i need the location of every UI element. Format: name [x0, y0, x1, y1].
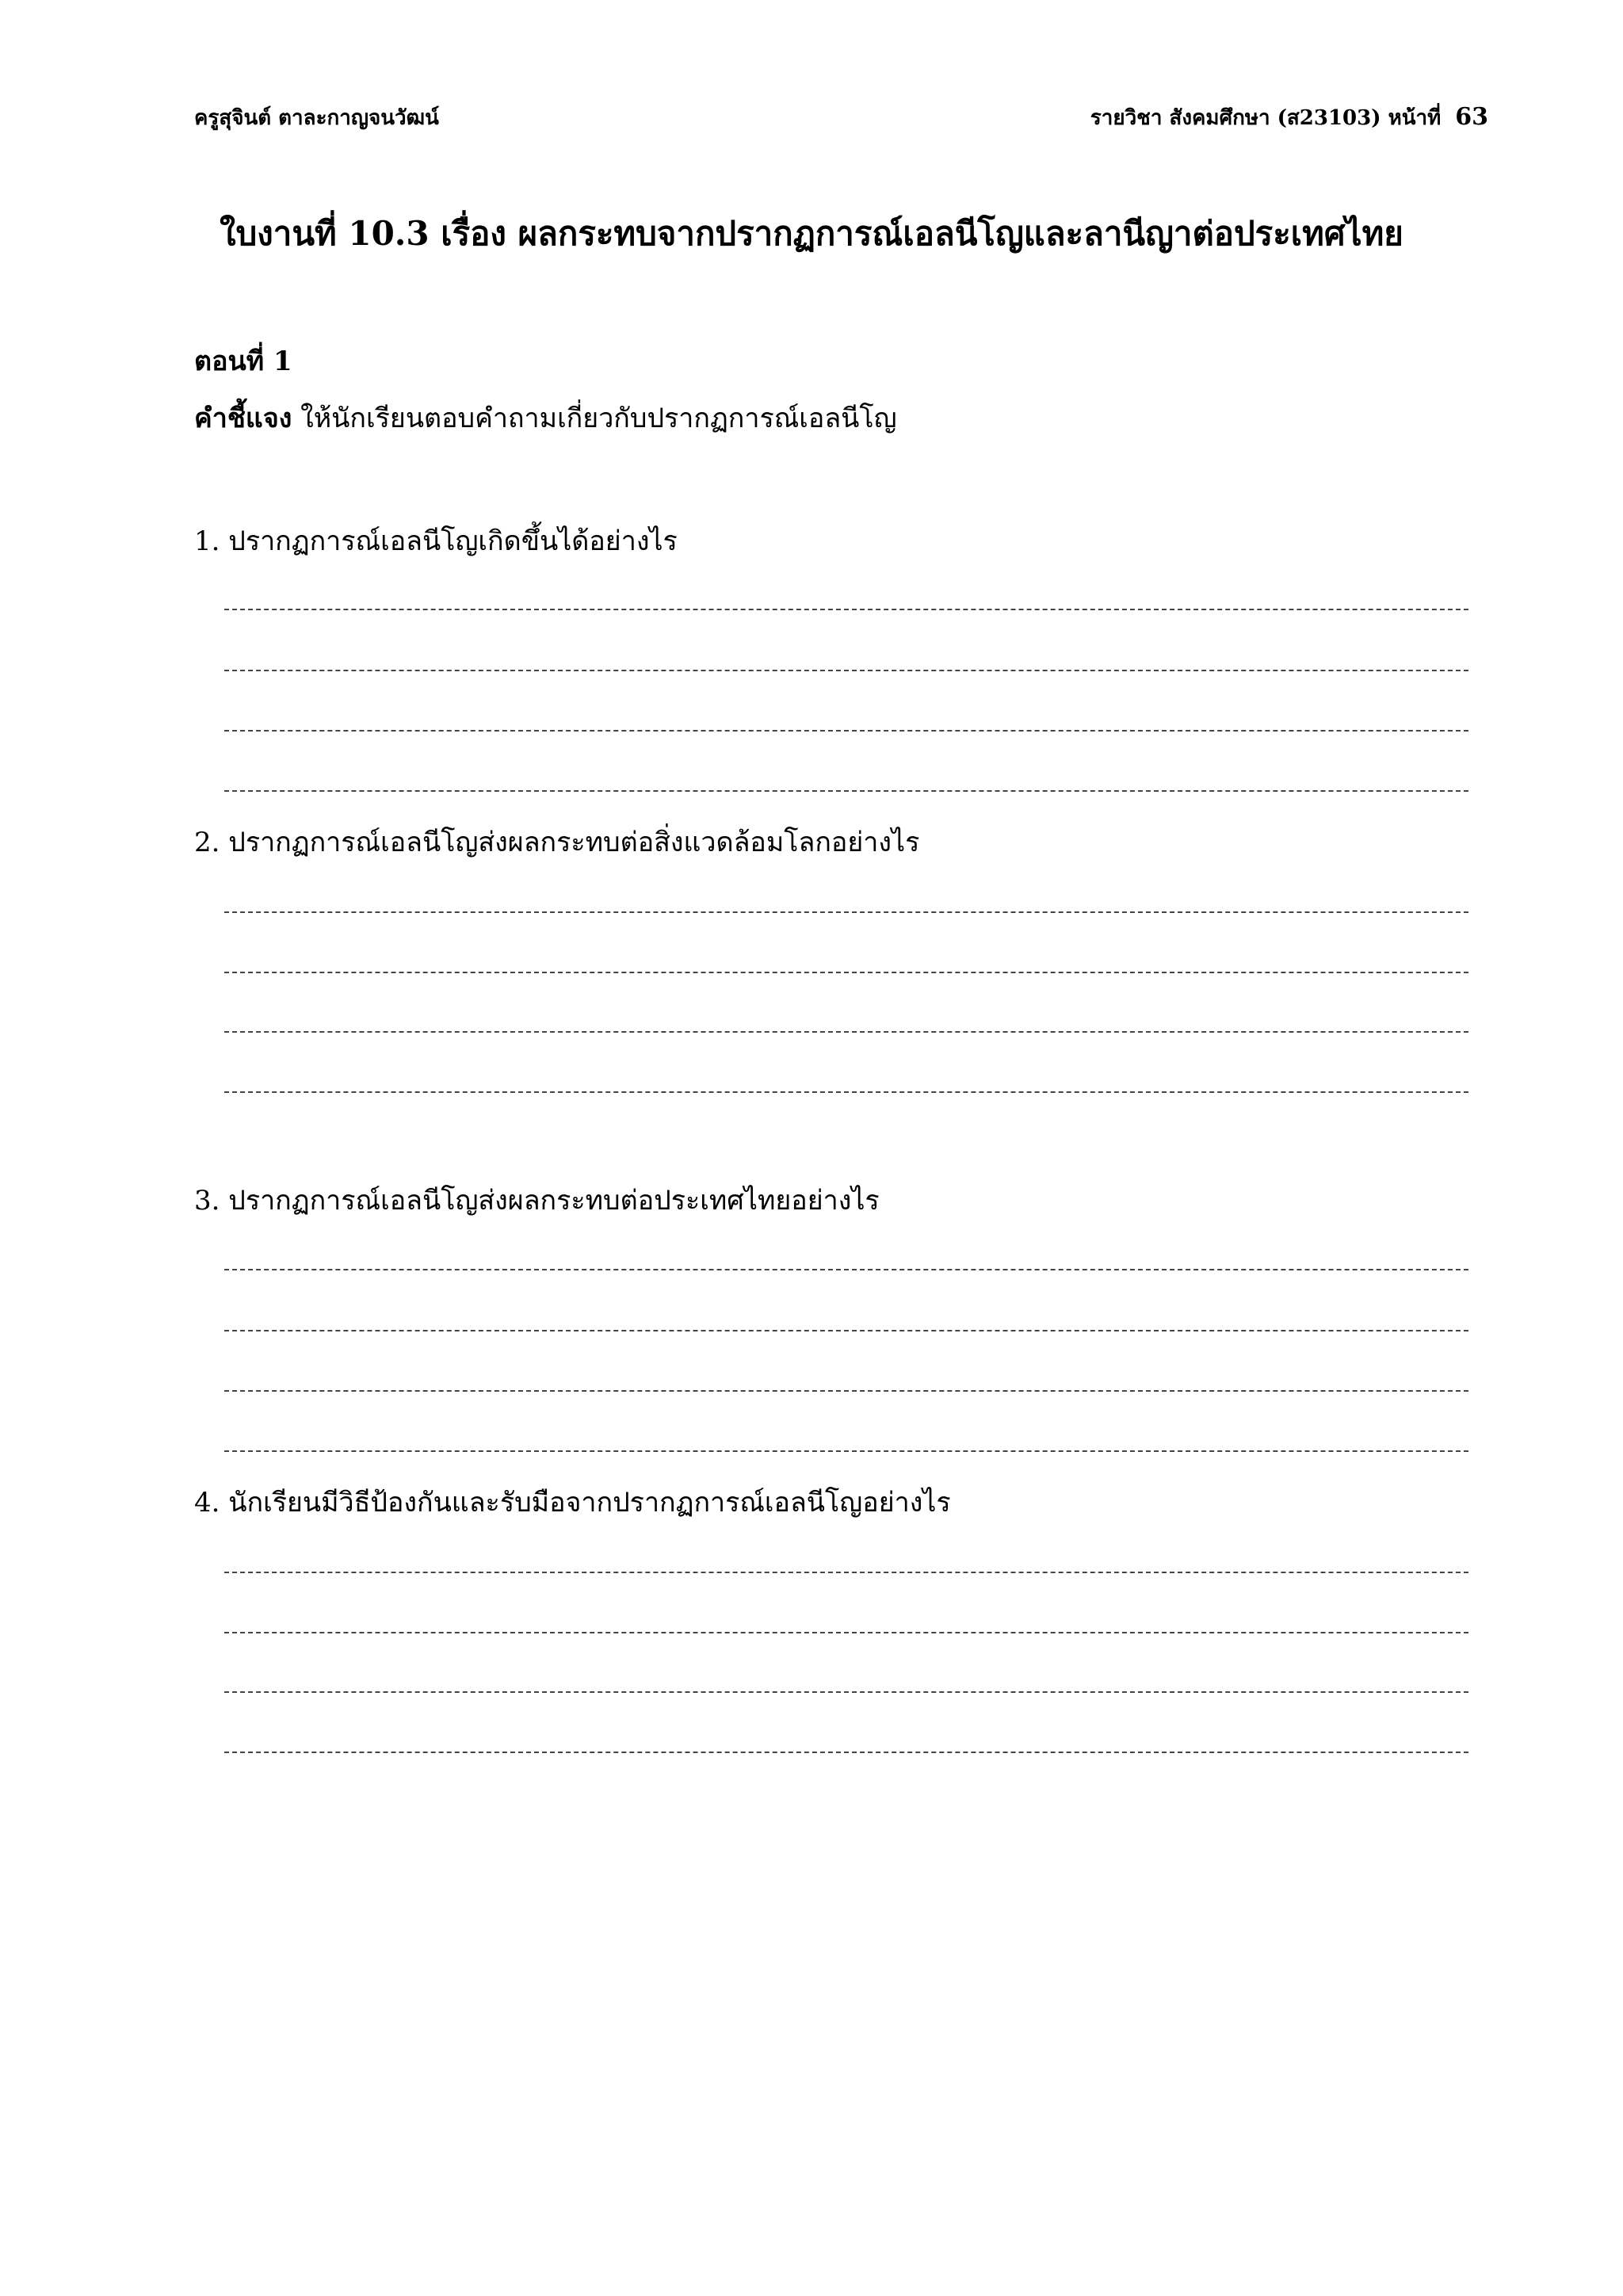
- answer-line-4-1[interactable]: [224, 1572, 1468, 1573]
- instructions-label: คำชี้แจง: [194, 403, 292, 434]
- worksheet-title: ใบงานที่ 10.3 เรื่อง ผลกระทบจากปรากฏการณ์เอลนีโญและลานีญาต่อประเทศไทย: [220, 214, 1403, 253]
- subject-label: รายวิชา สังคมศึกษา (ส23103) หน้าที่: [1090, 106, 1442, 130]
- answer-line-1-1[interactable]: [224, 609, 1468, 610]
- answer-line-3-2[interactable]: [224, 1330, 1468, 1331]
- instructions: [194, 396, 897, 439]
- answer-line-4-3[interactable]: [224, 1691, 1468, 1693]
- part-label: ตอนที่ 1: [194, 346, 292, 377]
- page-number: 63: [1455, 103, 1488, 131]
- answer-line-1-2[interactable]: [224, 670, 1468, 671]
- question-4: 4. นักเรียนมีวิธีป้องกันและรับมือจากปรากฏการณ์เอลนีโญอย่างไร: [194, 1487, 951, 1519]
- answer-line-3-1[interactable]: [224, 1269, 1468, 1270]
- question-2: 2. ปรากฏการณ์เอลนีโญส่งผลกระทบต่อสิ่งแวดล้อมโลกอย่างไร: [194, 827, 920, 858]
- answer-line-3-3[interactable]: [224, 1390, 1468, 1392]
- question-3: 3. ปรากฏการณ์เอลนีโญส่งผลกระทบต่อประเทศไทยอย่างไร: [194, 1185, 880, 1217]
- author-name: ครูสุจินต์ ตาละกาญจนวัฒน์: [194, 106, 439, 130]
- answer-line-2-4[interactable]: [224, 1091, 1468, 1093]
- subject-header: [1090, 101, 1488, 134]
- question-1: 1. ปรากฏการณ์เอลนีโญเกิดขึ้นได้อย่างไร: [194, 525, 678, 557]
- answer-line-2-3[interactable]: [224, 1031, 1468, 1033]
- answer-line-1-3[interactable]: [224, 730, 1468, 732]
- answer-line-4-2[interactable]: [224, 1632, 1468, 1633]
- answer-line-2-2[interactable]: [224, 972, 1468, 973]
- answer-line-4-4[interactable]: [224, 1752, 1468, 1753]
- answer-line-1-4[interactable]: [224, 790, 1468, 792]
- answer-line-2-1[interactable]: [224, 911, 1468, 913]
- instructions-text: ให้นักเรียนตอบคำถามเกี่ยวกับปรากฏการณ์เอลนีโญ: [292, 403, 897, 434]
- answer-line-3-4[interactable]: [224, 1450, 1468, 1452]
